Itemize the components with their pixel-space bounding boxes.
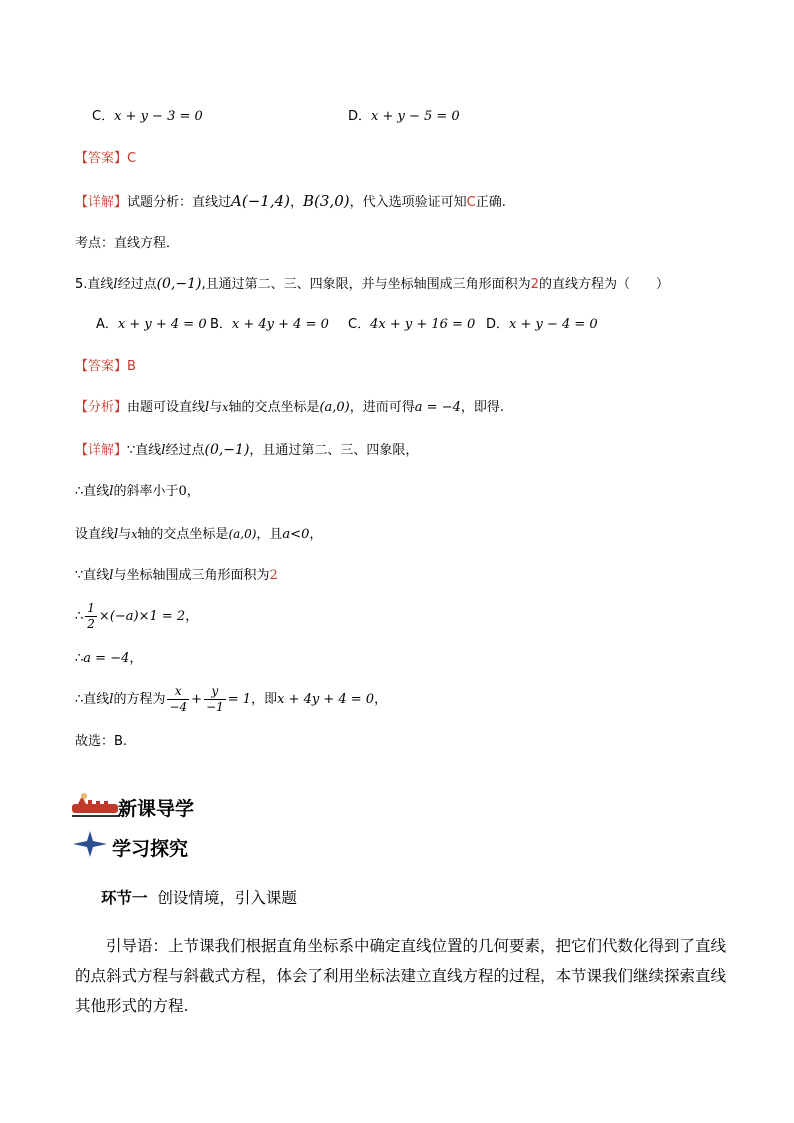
q5-option-a: A．x + y + 4 = 0 xyxy=(96,317,207,332)
q5-option-b: B．x + 4y + 4 = 0 xyxy=(210,317,329,332)
q5-option-d: D．x + y − 4 = 0 xyxy=(486,317,598,332)
study-header xyxy=(72,830,232,862)
q5-detail-3: 设直线l与x轴的交点坐标是(a,0)，且a<0， xyxy=(75,527,323,542)
q5-detail-7: ∴直线l的方程为 $\frac{x}{-4}$ + $\frac{y}{-1}$ = 1，即x + 4y + 4 = 0， xyxy=(75,684,388,714)
q4-kaodian: 考点：直线方程． xyxy=(75,236,180,251)
step1-heading: 环节一 创设情境，引入课题 xyxy=(101,889,297,907)
q5-analysis: 【分析】由题可设直线l与x轴的交点坐标是(a,0)，进而可得a = −4，即得. xyxy=(75,400,504,415)
study-title: 学习探究 xyxy=(112,838,189,860)
q5-conclusion: 故选：B. xyxy=(75,734,128,749)
q4-answer: 【答案】C xyxy=(75,151,137,166)
intro-paragraph: 引导语：上节课我们根据直角坐标系中确定直线位置的几何要素，把它们代数化得到了直线的点斜式方程与斜截式方程，体会了利用坐标法建立直线方程的过程，本节课我们继续探索直线其他形式的方程. xyxy=(75,937,727,1015)
q5-detail-2: ∴直线l的斜率小于0， xyxy=(75,484,200,499)
new-lesson-logo-icon xyxy=(70,790,122,822)
q4-option-d: D．x + y − 5 = 0 xyxy=(348,109,460,124)
q5-detail-6: ∴a = −4， xyxy=(75,651,143,666)
new-lesson-title: 新课导学 xyxy=(118,798,195,820)
q5-detail-1: 【详解】∵直线l经过点(0,−1)，且通过第二、三、四象限， xyxy=(75,442,419,458)
q4-option-c: C．x + y − 3 = 0 xyxy=(92,109,203,124)
q5-detail-5: ∴ $\frac{1}{2}$ ×(−a)×1 = 2， xyxy=(75,601,199,631)
star-icon xyxy=(72,830,108,858)
q5-option-c: C．4x + y + 16 = 0 xyxy=(348,317,476,332)
q5-answer: 【答案】B xyxy=(75,359,136,374)
q5-stem: 5.直线l经过点(0,−1),且通过第二、三、四象限，并与坐标轴围成三角形面积为2的直线方程为（ ） xyxy=(75,276,669,292)
q4-detail: 【详解】试题分析：直线过A(−1,4)，B(3,0)，代入选项验证可知C正确. xyxy=(75,192,506,210)
new-lesson-header xyxy=(70,790,230,822)
q5-detail-4: ∵直线l与坐标轴围成三角形面积为2 xyxy=(75,568,278,583)
